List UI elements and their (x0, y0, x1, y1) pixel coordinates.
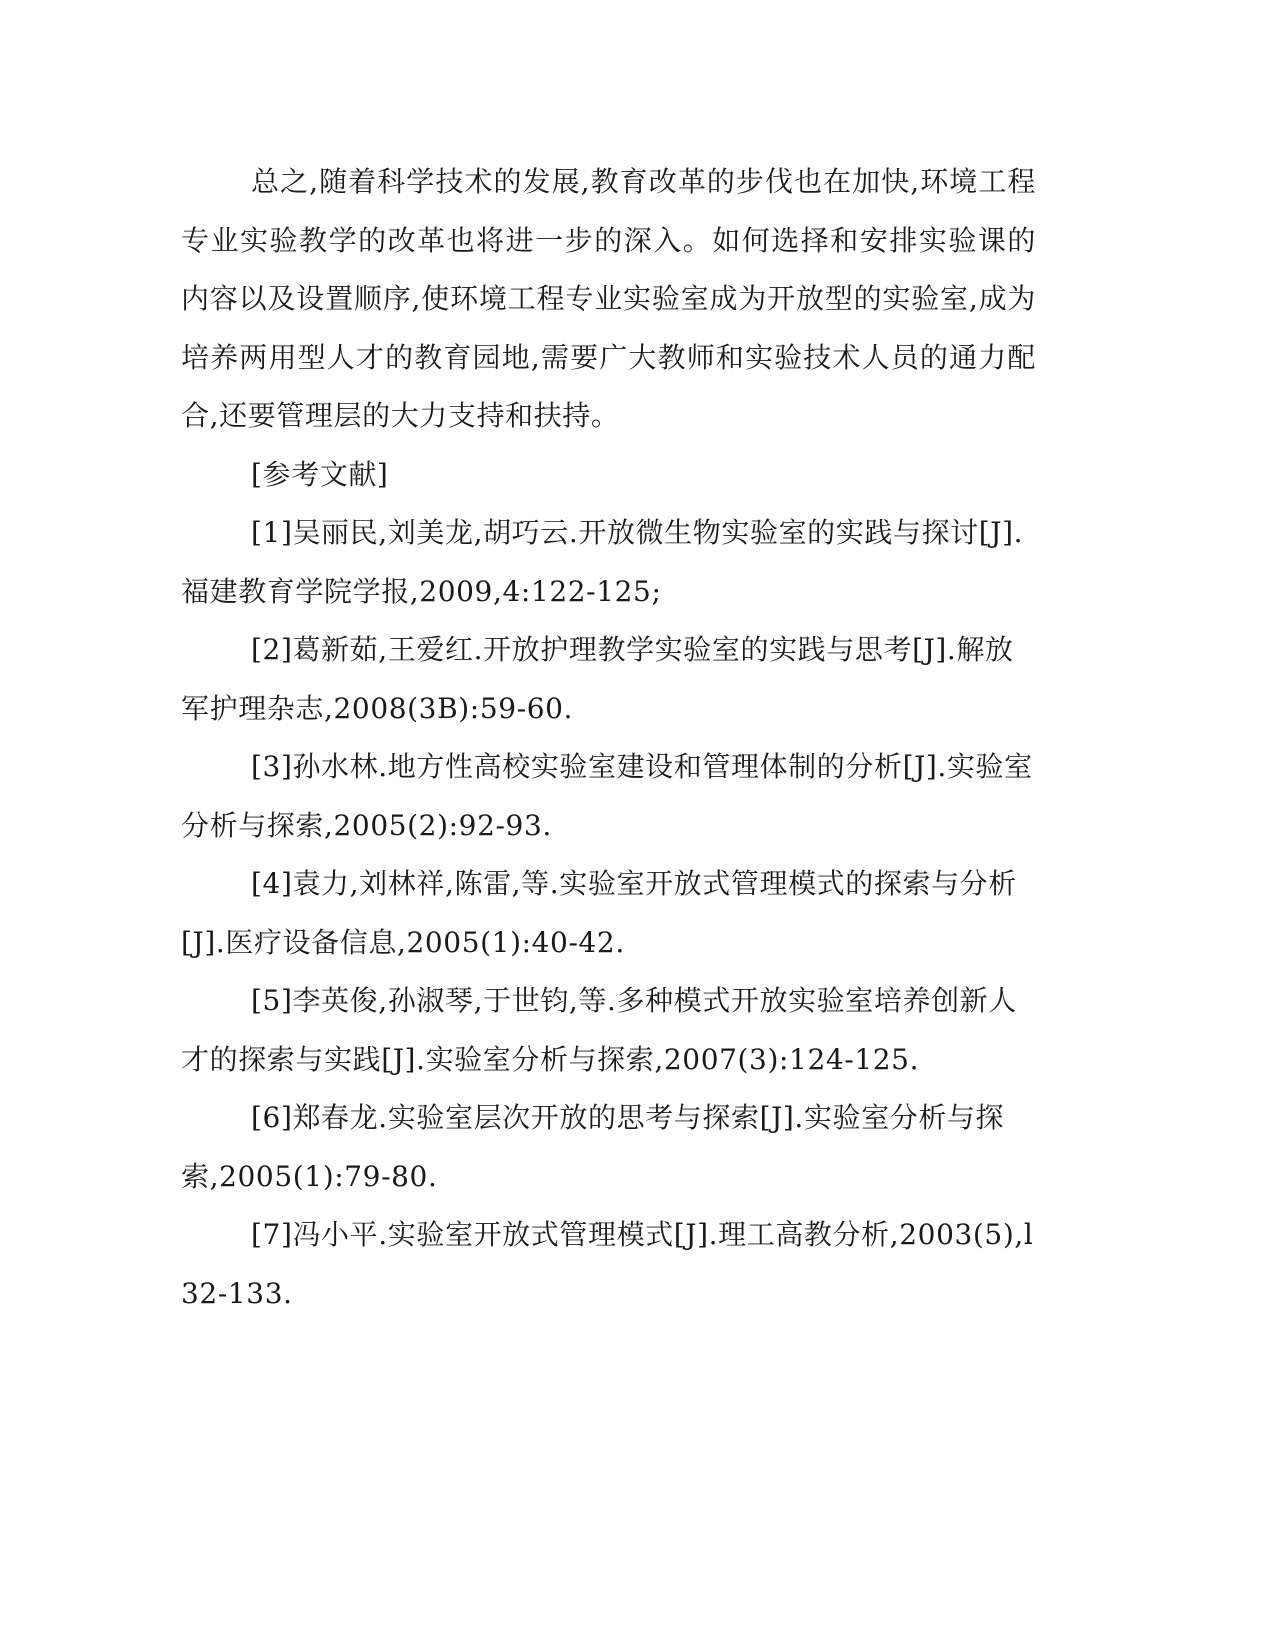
reference-list (181, 504, 1036, 1323)
conclusion-paragraph: 总之,随着科学技术的发展,教育改革的步伐也在加快,环境工程专业实验教学的改革也将进一步的深入。如何选择和安排实验课的内容以及设置顺序,使环境工程专业实验室成为开放型的实验室,成为培养两用型人才的教育园地,需要广大教师和实验技术人员的通力配合,还要管理层的大力支持和扶持。 (181, 165, 1036, 432)
reference-item-4: [4]袁力,刘林祥,陈雷,等.实验室开放式管理模式的探索与分析[J].医疗设备信息,2005(1):40-42. (181, 867, 1017, 959)
document-page (181, 153, 1036, 1323)
reference-item-5: [5]李英俊,孙淑琴,于世钧,等.多种模式开放实验室培养创新人才的探索与实践[J].实验室分析与探索,2007(3):124-125. (181, 984, 1017, 1076)
references-heading: [参考文献] (251, 457, 389, 491)
reference-item-3: [3]孙水林.地方性高校实验室建设和管理体制的分析[J].实验室分析与探索,2005(2):92-93. (181, 750, 1033, 842)
reference-item-1: [1]吴丽民,刘美龙,胡巧云.开放微生物实验室的实践与探讨[J].福建教育学院学报,2009,4:122-125; (181, 516, 1024, 608)
reference-item-7: [7]冯小平.实验室开放式管理模式[J].理工高教分析,2003(5),l32-133. (181, 1218, 1034, 1310)
reference-item-6: [6]郑春龙.实验室层次开放的思考与探索[J].实验室分析与探索,2005(1):79-80. (181, 1101, 1005, 1193)
reference-item-2: [2]葛新茹,王爱红.开放护理教学实验室的实践与思考[J].解放军护理杂志,2008(3B):59-60. (181, 633, 1014, 725)
